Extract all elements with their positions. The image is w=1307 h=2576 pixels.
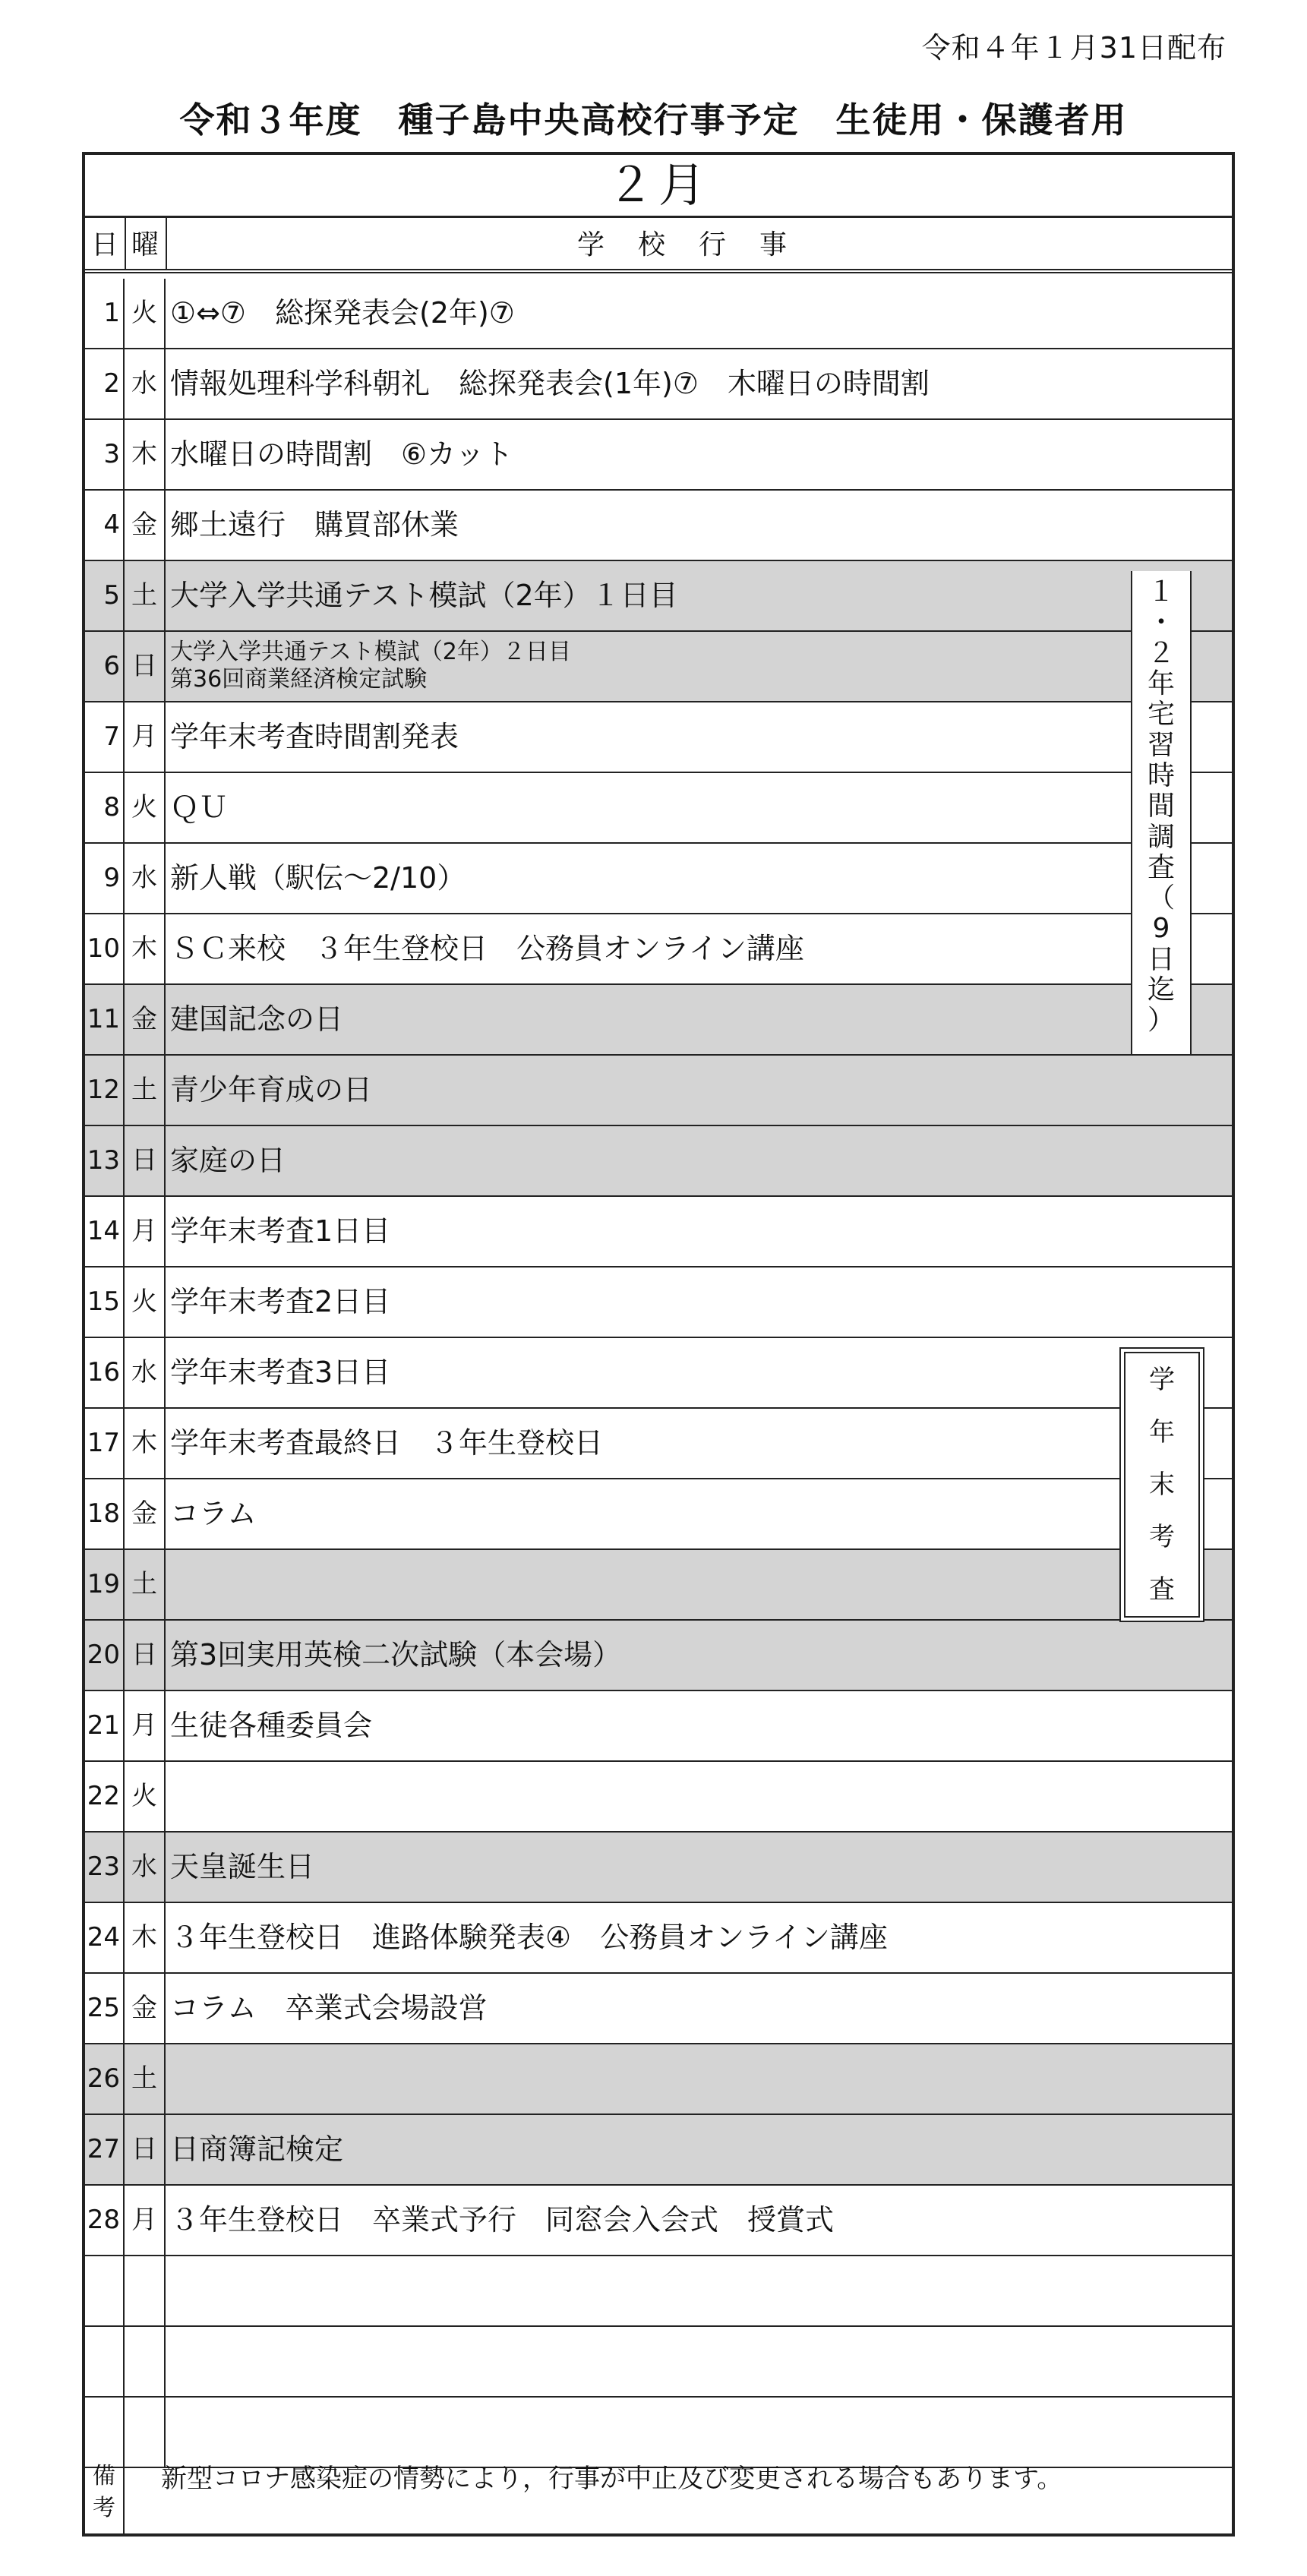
row-weekday: 金 <box>125 491 166 560</box>
table-row <box>85 1762 1232 1833</box>
row-weekday: 土 <box>125 1056 166 1125</box>
row-event: コラム 卒業式会場設営 <box>170 1991 488 2025</box>
row-day: 4 <box>85 491 125 560</box>
row-event: 水曜日の時間割 ⑥カット <box>170 437 513 471</box>
row-weekday <box>125 2327 166 2396</box>
row-event: 学年末考査時間割発表 <box>170 720 459 753</box>
distribution-date: 令和４年１月31日配布 <box>921 31 1226 65</box>
table-row <box>85 1267 1232 1338</box>
exam-char: 末 <box>1149 1469 1175 1500</box>
row-event: 学年末考査3日目 <box>170 1356 391 1389</box>
table-row <box>85 1903 1232 1974</box>
table-row <box>85 2256 1232 2327</box>
row-day: 6 <box>85 632 125 701</box>
exam-period-note-inner <box>1124 1352 1200 1618</box>
table-row <box>85 632 1232 702</box>
column-header-row <box>85 216 1232 273</box>
row-day: 19 <box>85 1550 125 1619</box>
schedule-rows <box>85 279 1232 2468</box>
row-day: 13 <box>85 1126 125 1195</box>
exam-char: 考 <box>1149 1522 1175 1553</box>
row-weekday: 金 <box>125 1479 166 1548</box>
column-header-weekday: 曜 <box>125 216 167 269</box>
row-day: 24 <box>85 1903 125 1972</box>
row-day: 1 <box>85 279 125 348</box>
row-weekday: 火 <box>125 1762 166 1831</box>
row-day: 2 <box>85 349 125 418</box>
document-title: 令和３年度 種子島中央高校行事予定 生徒用・保護者用 <box>179 99 1128 140</box>
table-row <box>85 702 1232 773</box>
row-event: コラム <box>170 1497 257 1530</box>
row-day: 3 <box>85 420 125 489</box>
row-day <box>85 2327 125 2396</box>
table-row <box>85 279 1232 349</box>
row-weekday: 火 <box>125 279 166 348</box>
row-weekday: 月 <box>125 1197 166 1266</box>
row-weekday: 土 <box>125 561 166 630</box>
row-day: 21 <box>85 1691 125 1760</box>
row-day: 18 <box>85 1479 125 1548</box>
row-day: 23 <box>85 1833 125 1902</box>
homework-survey-char: 日 <box>1147 943 1175 975</box>
row-event <box>170 1550 1224 1619</box>
row-day: 12 <box>85 1056 125 1125</box>
table-row <box>85 2186 1232 2256</box>
table-row <box>85 1126 1232 1197</box>
table-row <box>85 1691 1232 1762</box>
table-row <box>85 420 1232 491</box>
table-row <box>85 561 1232 632</box>
row-weekday: 水 <box>125 844 166 913</box>
row-event: 学年末考査2日目 <box>170 1285 391 1318</box>
row-weekday: 水 <box>125 1833 166 1902</box>
row-weekday: 火 <box>125 773 166 842</box>
row-weekday: 木 <box>125 420 166 489</box>
table-row <box>85 773 1232 844</box>
exam-char: 年 <box>1149 1416 1175 1447</box>
row-event: 天皇誕生日 <box>170 1850 315 1883</box>
row-day: 17 <box>85 1409 125 1478</box>
row-weekday: 月 <box>125 2186 166 2255</box>
table-row <box>85 1621 1232 1691</box>
homework-survey-char: 時 <box>1147 759 1175 791</box>
row-event: 第3回実用英検二次試験（本会場） <box>170 1638 622 1672</box>
homework-survey-char: ２ <box>1147 637 1175 669</box>
homework-survey-char: 査 <box>1147 851 1175 883</box>
row-event: 郷土遠行 購買部休業 <box>170 508 459 541</box>
row-day: 14 <box>85 1197 125 1266</box>
row-weekday: 日 <box>125 1621 166 1690</box>
row-day: 20 <box>85 1621 125 1690</box>
row-event: 大学入学共通テスト模試（2年）２日目 第36回商業経済検定試験 <box>170 639 571 693</box>
column-header-day: 日 <box>85 216 126 269</box>
table-row <box>85 1479 1232 1553</box>
row-event: 青少年育成の日 <box>170 1073 373 1106</box>
table-row <box>85 1550 1232 1621</box>
homework-survey-char: 習 <box>1147 729 1175 761</box>
row-weekday: 木 <box>125 1903 166 1972</box>
row-event: ＳＣ来校 ３年生登校日 公務員オンライン講座 <box>170 932 804 965</box>
row-day: 25 <box>85 1974 125 2043</box>
homework-survey-char: 調 <box>1147 821 1175 853</box>
row-day: 9 <box>85 844 125 913</box>
row-event: 学年末考査1日目 <box>170 1214 391 1248</box>
table-row <box>85 2115 1232 2186</box>
exam-char: 査 <box>1149 1574 1175 1605</box>
notes-label: 備 考 <box>85 2454 125 2533</box>
table-row <box>85 349 1232 420</box>
notes-text: 新型コロナ感染症の情勢により，行事が中止及び変更される場合もあります。 <box>161 2464 1063 2494</box>
homework-survey-char: ・ <box>1147 607 1175 639</box>
row-weekday: 木 <box>125 914 166 983</box>
row-event: ＱＵ <box>170 791 229 824</box>
row-weekday: 火 <box>125 1267 166 1337</box>
table-row <box>85 2327 1232 2398</box>
row-day <box>85 2256 125 2325</box>
row-day: 16 <box>85 1338 125 1407</box>
table-row <box>85 914 1232 985</box>
row-day: 15 <box>85 1267 125 1337</box>
row-weekday: 日 <box>125 632 166 701</box>
row-weekday: 木 <box>125 1409 166 1478</box>
row-event <box>170 2256 1224 2325</box>
row-event <box>170 1762 1224 1831</box>
table-row <box>85 491 1232 561</box>
column-header-events: 学校行事 <box>576 229 820 260</box>
row-weekday: 土 <box>125 1550 166 1619</box>
homework-survey-gutter <box>1192 571 1234 1054</box>
row-day: 7 <box>85 702 125 772</box>
homework-survey-char: 迄 <box>1147 974 1175 1006</box>
row-weekday <box>125 2256 166 2325</box>
table-row <box>85 1409 1232 1479</box>
homework-survey-char: 宅 <box>1147 699 1175 731</box>
homework-survey-note <box>1131 571 1192 1054</box>
row-event <box>170 2327 1224 2396</box>
row-weekday: 日 <box>125 2115 166 2184</box>
row-day: 28 <box>85 2186 125 2255</box>
table-row <box>85 2044 1232 2115</box>
row-event: 情報処理科学科朝礼 総探発表会(1年)⑦ 木曜日の時間割 <box>170 367 930 400</box>
row-weekday: 日 <box>125 1126 166 1195</box>
exam-char: 学 <box>1149 1364 1175 1395</box>
row-event: 大学入学共通テスト模試（2年）１日目 <box>170 579 678 612</box>
row-event: 家庭の日 <box>170 1144 286 1177</box>
row-event: 学年末考査最終日 ３年生登校日 <box>170 1426 604 1460</box>
table-row <box>85 1056 1232 1126</box>
exam-period-note <box>1119 1347 1204 1622</box>
row-day: 11 <box>85 985 125 1054</box>
row-weekday: 金 <box>125 985 166 1054</box>
row-weekday: 金 <box>125 1974 166 2043</box>
notes-section <box>85 2454 1232 2533</box>
row-day: 8 <box>85 773 125 842</box>
row-event: ３年生登校日 卒業式予行 同窓会入会式 授賞式 <box>170 2203 835 2237</box>
table-row <box>85 1974 1232 2044</box>
row-event: 日商簿記検定 <box>170 2132 344 2166</box>
row-day: 5 <box>85 561 125 630</box>
row-day: 22 <box>85 1762 125 1831</box>
table-row <box>85 844 1232 914</box>
row-weekday: 月 <box>125 702 166 772</box>
row-weekday: 水 <box>125 1338 166 1407</box>
table-row <box>85 1833 1232 1903</box>
row-day: 10 <box>85 914 125 983</box>
row-day: 27 <box>85 2115 125 2184</box>
schedule-table <box>82 152 1235 2537</box>
month-heading: ２月 <box>85 155 1232 218</box>
homework-survey-char: 9 <box>1152 913 1170 945</box>
homework-survey-char: ） <box>1147 1005 1175 1037</box>
row-weekday: 月 <box>125 1691 166 1760</box>
row-weekday: 土 <box>125 2044 166 2114</box>
row-event: ３年生登校日 進路体験発表④ 公務員オンライン講座 <box>170 1921 888 1954</box>
table-row <box>85 1197 1232 1267</box>
homework-survey-char: （ <box>1147 882 1175 914</box>
homework-survey-char: 年 <box>1147 668 1175 699</box>
row-day: 26 <box>85 2044 125 2114</box>
row-event: 建国記念の日 <box>170 1002 344 1036</box>
row-event: 生徒各種委員会 <box>170 1709 373 1742</box>
homework-survey-char: １ <box>1147 576 1175 608</box>
homework-survey-char: 間 <box>1147 791 1175 822</box>
row-weekday: 水 <box>125 349 166 418</box>
row-event <box>170 2044 1224 2114</box>
table-row <box>85 1338 1232 1409</box>
row-event: ①⇔⑦ 総探発表会(2年)⑦ <box>170 296 515 330</box>
row-event: 新人戦（駅伝～2/10） <box>170 861 466 895</box>
table-row <box>85 985 1232 1056</box>
